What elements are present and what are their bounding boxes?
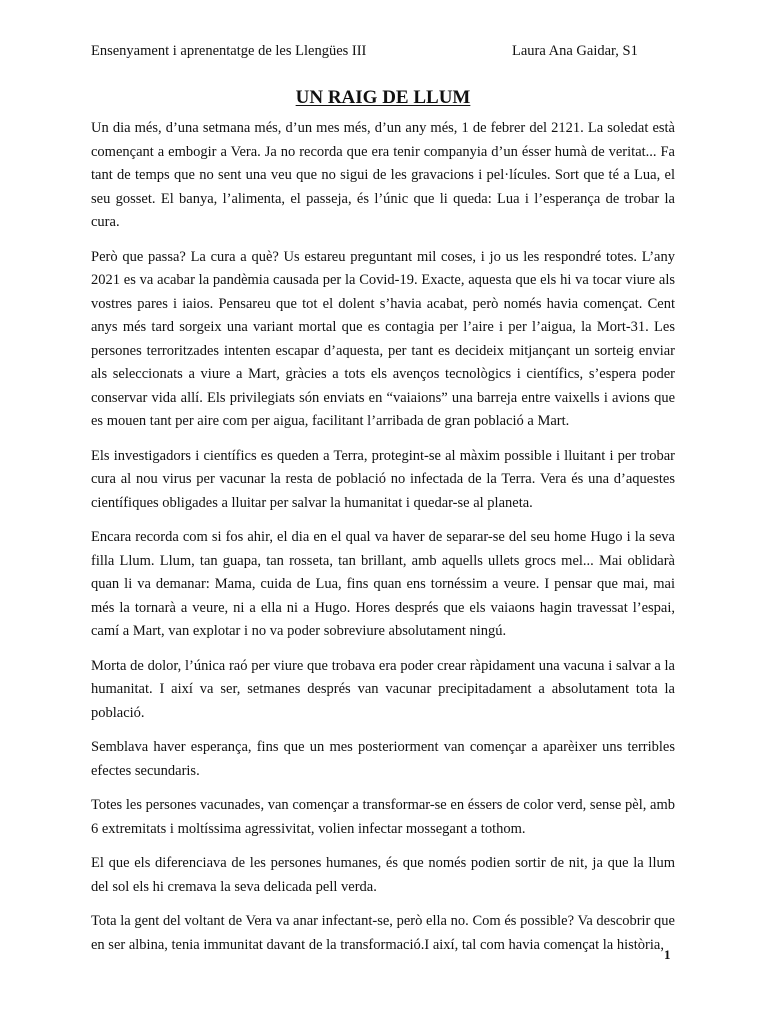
paragraph-9: Tota la gent del voltant de Vera va anar infectant-se, però ella no. Com és possible? Va descobrir que en ser albina, tenia immunitat davant de la transformació.I així, tal com havia començat la història,	[91, 913, 675, 953]
page-number: 1	[664, 947, 671, 962]
paragraph-1: Un dia més, d’una setmana més, d’un mes més, d’un any més, 1 de febrer del 2121. La soledat està començant a embogir a Vera. Ja no recorda que era tenir companyia d’un ésser humà de veritat... Fa tant de temps que no sent una veu que no sigui de les gravacions i pel·lícules. Sort que té a Lua, el seu gosset. El banya, l’alimenta, el passeja, és l’únic que li queda: Lua i l’esperança de trobar la cura.	[91, 120, 675, 230]
document-body	[91, 117, 675, 957]
page-header	[91, 41, 639, 61]
paragraph-8: El que els diferenciava de les persones humanes, és que només podien sortir de nit, ja que la llum del sol els hi cremava la seva delicada pell verda.	[91, 855, 675, 895]
paragraph-7: Totes les persones vacunades, van començar a transformar-se en éssers de color verd, sense pèl, amb 6 extremitats i moltíssima agressivitat, volien infectar mossegant a tothom.	[91, 797, 675, 837]
paragraph-3: Els investigadors i científics es queden a Terra, protegint-se al màxim possible i lluitant i per trobar cura al nou virus per vacunar la resta de població no infectada de la Terra. Vera és una d’aquestes científiques obligades a lluitar per salvar la humanitat i quedar-se al planeta.	[91, 447, 675, 511]
header-author: Laura Ana Gaidar, S1	[512, 43, 638, 59]
paragraph-2: Però que passa? La cura a què? Us estareu preguntant mil coses, i jo us les respondré totes. L’any 2021 es va acabar la pandèmia causada per la Covid-19. Exacte, aquesta que els hi va tocar viure als vostres pares i iaios. Pensareu que tot el dolent s’havia acabat, però només havia començat. Cent anys més tard sorgeix una variant mortal que es contagia per l’aire i per l’aigua, la Mort-31. Les persones terroritzades intenten escapar d’aquesta, per tant es decideix mitjançant un sorteig enviar als seleccionats a viure a Mart, gràcies a tots els avenços tecnològics i científics, s’espera poder conservar vida allí. Els privilegiats són enviats en “vaiaions” una barreja entre vaixells i avions que es mouen tant per aire com per aigua, facilitant l’arribada de gran població a Mart.	[91, 248, 675, 429]
document-title: UN RAIG DE LLUM	[295, 87, 471, 108]
header-course-title: Ensenyament i aprenentatge de les Llengües III	[91, 43, 367, 59]
paragraph-6: Semblava haver esperança, fins que un mes posteriorment van començar a aparèixer uns terribles efectes secundaris.	[91, 739, 675, 779]
paragraph-5: Morta de dolor, l’única raó per viure que trobava era poder crear ràpidament una vacuna i salvar a la humanitat. I així va ser, setmanes després van vacunar precipitadament a absolutament tota la població.	[91, 657, 675, 721]
paragraph-4: Encara recorda com si fos ahir, el dia en el qual va haver de separar-se del seu home Hugo i la seva filla Llum. Llum, tan guapa, tan rosseta, tan brillant, amb aquells ullets grocs mel... Mai oblidarà quan li va demanar: Mama, cuida de Lua, fins quan ens tornéssim a veure. I pensar que mai, mai més la tornarà a veure, ni a ella ni a Hugo. Hores després que els vaiaons hagin travessat l’espai, camí a Mart, van explotar i no va poder sobreviure absolutament ningú.	[91, 529, 675, 639]
